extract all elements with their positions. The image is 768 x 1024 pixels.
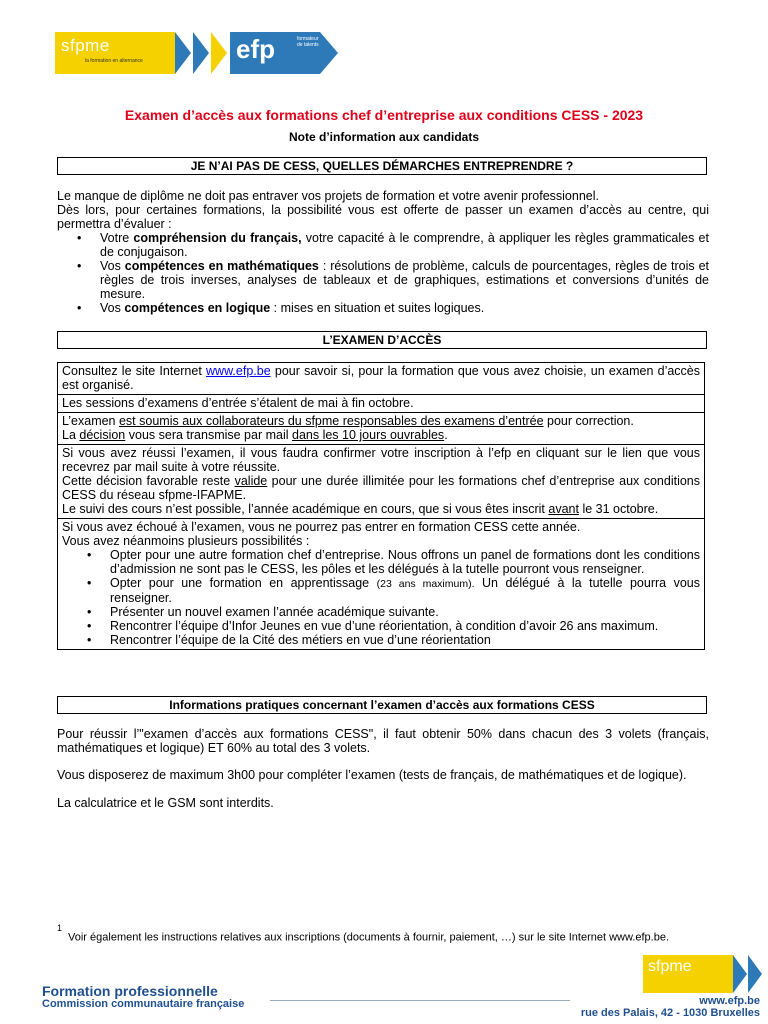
footnote-text: Voir également les instructions relatives aux inscriptions (documents à fournir, paiement, …) sur le site Internet www.efp.be. bbox=[68, 931, 670, 944]
list-item: • Rencontrer l’équipe d’Infor Jeunes en vue d’une réorientation, à condition d’avoir 26 ans maximum. bbox=[110, 619, 700, 633]
table-row: Les sessions d’examens d’entrée s’étalent de mai à fin octobre. bbox=[58, 395, 705, 413]
footer-chevron-2 bbox=[748, 955, 762, 993]
sfpme-logo-tagline: la formation en alternance bbox=[85, 58, 143, 64]
list-item: • Rencontrer l’équipe de la Cité des métiers en vue d’une réorientation bbox=[110, 633, 700, 647]
efp-logo-arrow bbox=[320, 32, 338, 74]
list-item: • Opter pour une formation en apprentissage (23 ans maximum). Un délégué à la tutelle pourra vous renseigner. bbox=[110, 576, 700, 605]
table-row: Consultez le site Internet www.efp.be pour savoir si, pour la formation que vous avez choisie, un examen d’accès est organisé. bbox=[58, 363, 705, 395]
practical-p3: La calculatrice et le GSM sont interdits. bbox=[57, 796, 274, 810]
footer-org-sub: Commission communautaire française bbox=[42, 998, 245, 1010]
footer-website: www.efp.be bbox=[699, 995, 760, 1007]
footer-chevron-1 bbox=[733, 955, 747, 993]
section-heading-practical: Informations pratiques concernant l’examen d’accès aux formations CESS bbox=[57, 696, 707, 714]
intro-text-2: Dès lors, pour certaines formations, la possibilité vous est offerte de passer un examen d’accès au centre, qui permettra d’évaluer : bbox=[57, 203, 709, 231]
list-item: • Opter pour une autre formation chef d’entreprise. Nous offrons un panel de formations dont les conditions d’admission ne sont pas le CESS, les pôles et les délégués à la tutelle pourront vous renseigner. bbox=[110, 548, 700, 576]
table-row: L’examen est soumis aux collaborateurs du sfpme responsables des examens d’entrée pour correction. La décision vous sera transmise par mail dans les 10 jours ouvrables. bbox=[58, 413, 705, 445]
table-row: Si vous avez réussi l’examen, il vous faudra confirmer votre inscription à l’efp en cliquant sur le lien que vous recevrez par mail suite à votre réussite. Cette décision favorable reste valide pour une durée illimitée pour les formations chef d’entreprise aux conditions CESS du réseau sfpme-IFAPME. Le suivi des cours n’est possible, l’année académique en cours, que si vous êtes inscrit avant le 31 octobre. bbox=[58, 445, 705, 519]
intro-text-1: Le manque de diplôme ne doit pas entraver vos projets de formation et votre avenir professionnel. bbox=[57, 189, 599, 203]
exam-info-table bbox=[57, 362, 705, 650]
evaluation-list bbox=[57, 231, 709, 315]
table-row: Si vous avez échoué à l’examen, vous ne pourrez pas entrer en formation CESS cette année. Vous avez néanmoins plusieurs possibilités : • Opter pour une autre formation chef d’entreprise. Nous offrons un panel de formations dont les conditions d’admission ne sont pas le CESS, les pôles et les délégués à la tutelle pourront vous renseigner. • Opter pour une formation en apprentissage (23 ans maximum). Un délégué à la tutelle pourra vous renseigner. • Présenter un nouvel examen l’année académique suivante. • Rencontrer l’équipe d’Infor Jeunes en vue d’une réorientation, à condition d’avoir 26 ans maximum. • Rencontrer l’équipe de la Cité des métiers en vue d’une réorientation bbox=[58, 519, 705, 650]
options-list bbox=[62, 548, 700, 647]
footnote bbox=[57, 923, 717, 945]
practical-p1: Pour réussir l’"examen d’accès aux formations CESS", il faut obtenir 50% dans chacun des 3 volets (français, mathématiques et logique) ET 60% au total des 3 volets. bbox=[57, 727, 709, 755]
section-heading-exam: L’EXAMEN D’ACCÈS bbox=[57, 331, 707, 349]
sfpme-logo-name: sfpme bbox=[61, 36, 110, 55]
section-no-cess-body bbox=[57, 189, 709, 315]
efp-logo-tagline: formateur de talents bbox=[297, 36, 319, 48]
page-title: Examen d’accès aux formations chef d’entreprise aux conditions CESS - 2023 bbox=[124, 107, 644, 123]
footer-sfpme-logo bbox=[643, 955, 733, 993]
sfpme-chevron-2 bbox=[193, 32, 209, 74]
efp-website-link[interactable]: www.efp.be bbox=[206, 364, 271, 378]
list-item: • Votre compréhension du français, votre capacité à le comprendre, à appliquer les règles grammaticales et de conjugaison. bbox=[100, 231, 709, 259]
list-item: • Présenter un nouvel examen l’année académique suivante. bbox=[110, 605, 700, 619]
footnote-number: 1 bbox=[57, 923, 63, 933]
footer-org-name: Formation professionnelle bbox=[42, 983, 218, 999]
sfpme-chevron-1 bbox=[175, 32, 191, 74]
footer-logo-name: sfpme bbox=[648, 958, 692, 975]
list-item: • Vos compétences en logique : mises en situation et suites logiques. bbox=[100, 301, 709, 315]
efp-logo-name: efp bbox=[236, 34, 275, 64]
footer-address: rue des Palais, 42 - 1030 Bruxelles bbox=[580, 1007, 760, 1019]
sfpme-chevron-3 bbox=[211, 32, 227, 74]
footer-divider bbox=[270, 1000, 570, 1001]
practical-p2: Vous disposerez de maximum 3h00 pour compléter l’examen (tests de français, de mathématiques et de logique). bbox=[57, 768, 687, 782]
efp-logo bbox=[230, 32, 320, 74]
section-heading-no-cess: JE N’AI PAS DE CESS, QUELLES DÉMARCHES ENTREPRENDRE ? bbox=[57, 157, 707, 175]
list-item: • Vos compétences en mathématiques : résolutions de problème, calculs de pourcentages, règles de trois et règles de trois inverses, analyses de tableaux et de graphiques, estimations et conversions d’unités de mesure. bbox=[100, 259, 709, 301]
sfpme-logo bbox=[55, 32, 175, 74]
page-subtitle: Note d’information aux candidats bbox=[288, 130, 480, 144]
